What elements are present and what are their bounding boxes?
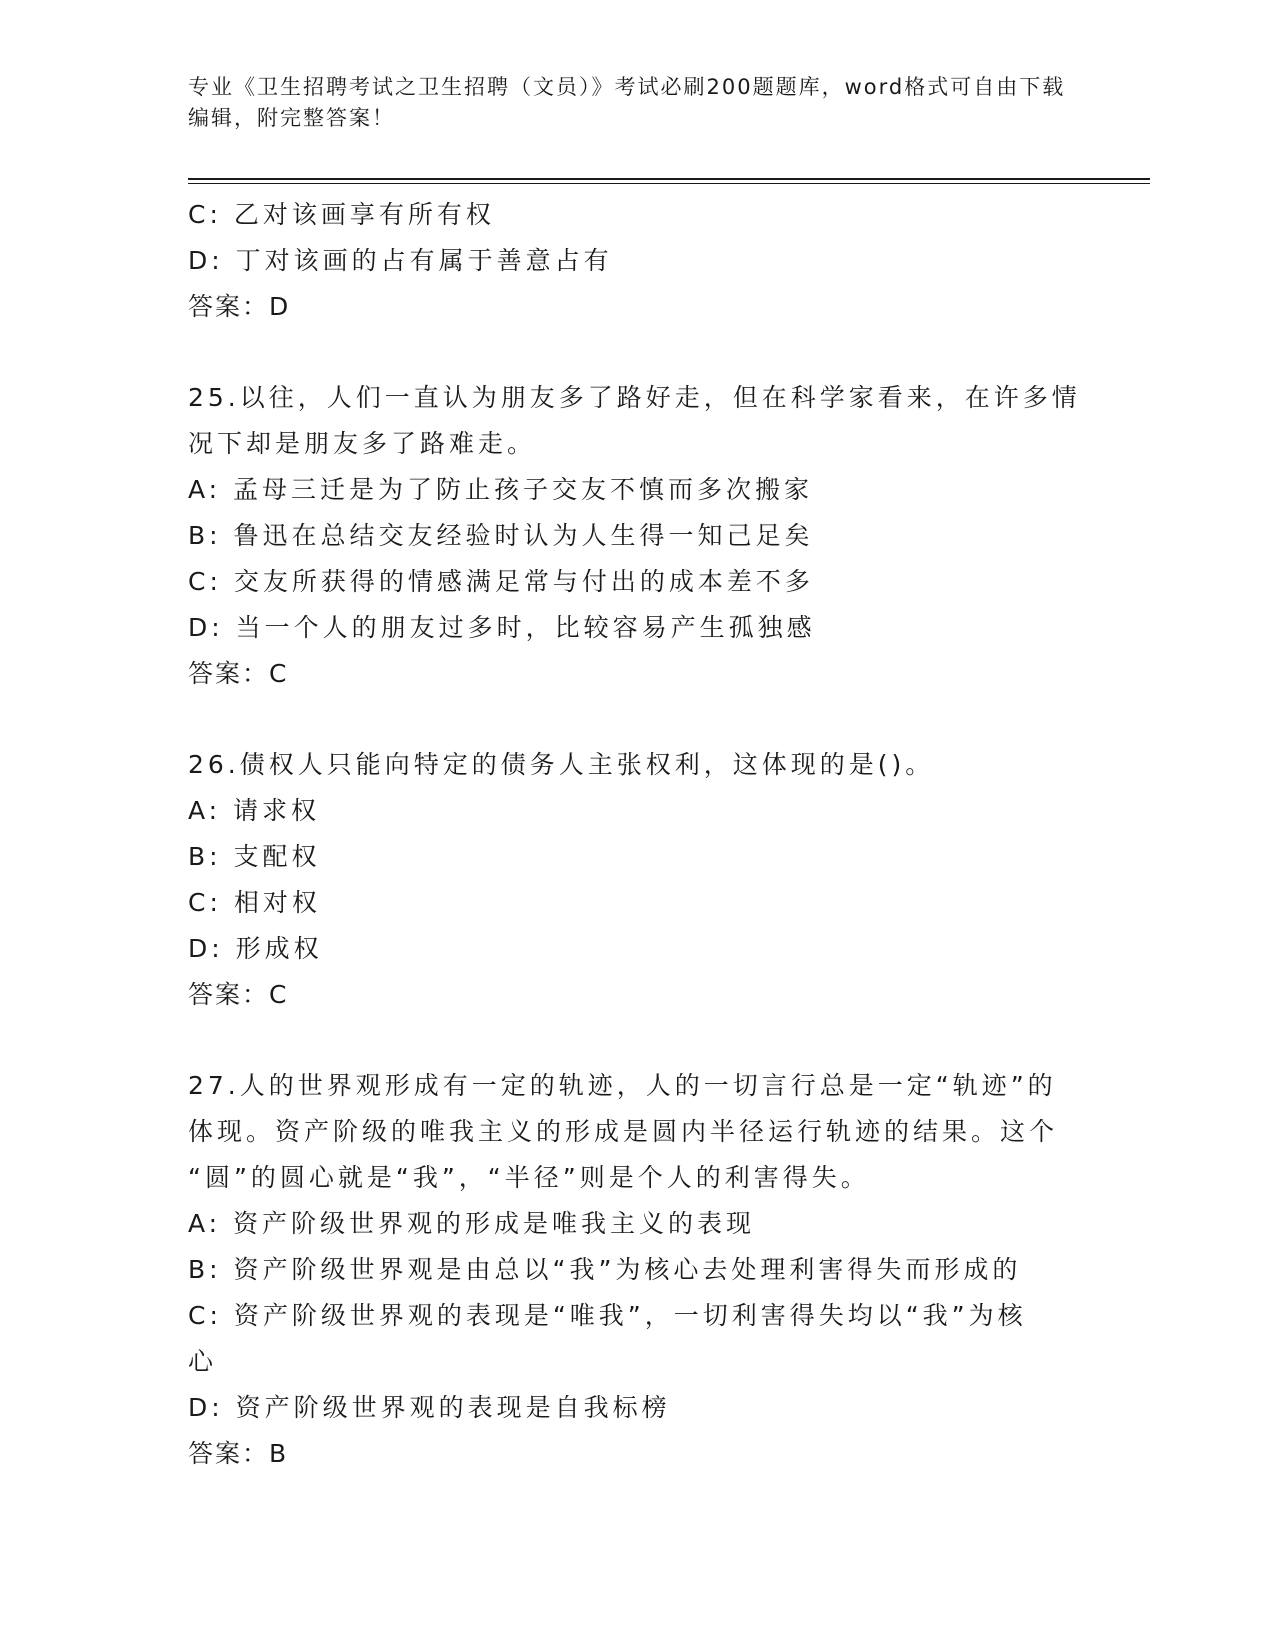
answer-line: 答案：C [188, 659, 289, 688]
option-d: D: 当一个人的朋友过多时，比较容易产生孤独感 [188, 613, 816, 642]
question-stem: 26.债权人只能向特定的债务人主张权利，这体现的是()。 [188, 750, 935, 779]
prev-question-block [188, 192, 1088, 330]
page-header: 专业《卫生招聘考试之卫生招聘（文员）》考试必刷200题题库，word格式可自由下载编辑，附完整答案！ [188, 75, 1066, 130]
question-stem: “圆”的圆心就是“我”，“半径”则是个人的利害得失。 [188, 1163, 870, 1192]
option-d: D: 形成权 [188, 934, 323, 963]
question-25 [188, 375, 1088, 697]
option-c: C: 相对权 [188, 888, 321, 917]
spacer [188, 330, 1088, 375]
spacer [188, 1018, 1088, 1063]
option-c: C: 乙对该画享有所有权 [188, 200, 495, 229]
answer-line: 答案：C [188, 980, 289, 1009]
question-stem: 体现。资产阶级的唯我主义的形成是圆内半径运行轨迹的结果。这个 [188, 1117, 1059, 1146]
answer-line: 答案：D [188, 292, 291, 321]
option-d: D: 丁对该画的占有属于善意占有 [188, 246, 613, 275]
question-list [188, 192, 1088, 1477]
option-b: B: 鲁迅在总结交友经验时认为人生得一知己足矣 [188, 521, 814, 550]
spacer [188, 697, 1088, 742]
option-c-continued: 心 [188, 1347, 218, 1376]
header-divider-thin [188, 183, 1150, 184]
question-stem: 25.以往，人们一直认为朋友多了路好走，但在科学家看来，在许多情 [188, 383, 1081, 412]
option-b: B: 资产阶级世界观是由总以“我”为核心去处理利害得失而形成的 [188, 1255, 1022, 1284]
option-a: A: 请求权 [188, 796, 321, 825]
option-d: D: 资产阶级世界观的表现是自我标榜 [188, 1393, 671, 1422]
question-26 [188, 742, 1088, 1018]
header-divider [188, 178, 1150, 180]
option-b: B: 支配权 [188, 842, 321, 871]
option-a: A: 资产阶级世界观的形成是唯我主义的表现 [188, 1209, 756, 1238]
option-c: C: 资产阶级世界观的表现是“唯我”，一切利害得失均以“我”为核 [188, 1301, 1027, 1330]
option-c: C: 交友所获得的情感满足常与付出的成本差不多 [188, 567, 814, 596]
question-27 [188, 1063, 1088, 1477]
answer-line: 答案：B [188, 1439, 289, 1468]
option-a: A: 孟母三迁是为了防止孩子交友不慎而多次搬家 [188, 475, 814, 504]
question-stem: 况下却是朋友多了路难走。 [188, 429, 537, 458]
question-stem: 27.人的世界观形成有一定的轨迹，人的一切言行总是一定“轨迹”的 [188, 1071, 1057, 1100]
